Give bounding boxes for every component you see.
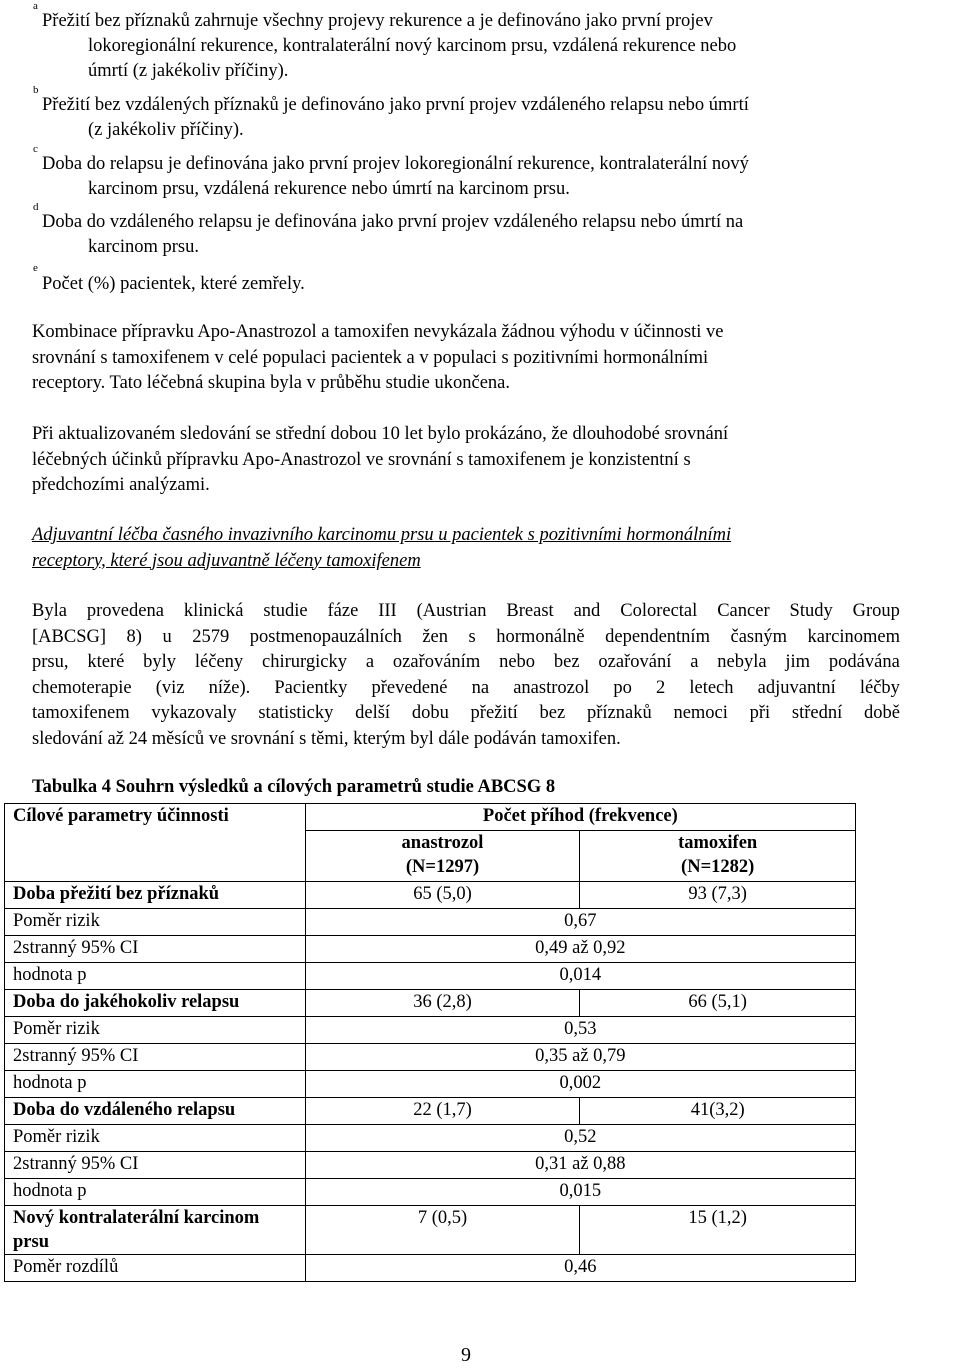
table-row [5,1152,856,1179]
row-label: hodnota p [5,1071,306,1098]
table-row [5,1255,856,1282]
footnote-mark: d [33,201,39,213]
table-row [5,909,856,936]
paragraph-line: srovnání s tamoxifenem v celé populaci pacientek a v populaci s pozitivními hormonálními [32,347,709,368]
paragraph-line: Byla provedena klinická studie fáze III (Austrian Breast and Colorectal Cancer Study Group [32,601,900,621]
paragraph-line: předchozími analýzami. [32,475,210,495]
footnote-line: lokoregionální rekurence, kontralaterální nový karcinom prsu, vzdálená rekurence nebo [88,36,737,56]
table-row [5,1179,856,1206]
merged-value-cell: 0,014 [305,963,855,990]
tamoxifen-value-cell: 66 (5,1) [580,990,856,1017]
footnote-mark: a [33,0,38,12]
results-table [4,803,856,1282]
row-label: Doba do jakéhokoliv relapsu [5,990,306,1017]
footnote-mark: b [33,84,39,96]
table-row [5,1017,856,1044]
table-row [5,1071,856,1098]
arm-n: (N=1297) [405,857,480,877]
heading-line: Adjuvantní léčba časného invazivního karcinomu prsu u pacientek s pozitivními hormonálními [32,525,732,545]
merged-value-cell: 0,002 [305,1071,855,1098]
row-label: 2stranný 95% CI [5,936,306,963]
paragraph-line-last: sledování až 24 měsíců ve srovnání s těmi, kterým byl dále podáván tamoxifen. [32,728,621,749]
footnote-line: úmrtí (z jakékoliv příčiny). [88,61,289,81]
merged-value-cell: 0,46 [305,1255,855,1282]
table-row [5,936,856,963]
footnote-line: (z jakékoliv příčiny). [88,120,244,140]
tamoxifen-value-cell: 93 (7,3) [580,882,856,909]
tamoxifen-value-cell: 15 (1,2) [580,1206,856,1255]
column-header-tamoxifen [580,831,856,882]
row-label: 2stranný 95% CI [5,1152,306,1179]
heading-line: receptory, které jsou adjuvantně léčeny tamoxifenem [32,550,421,571]
footnote-mark: e [33,262,38,274]
table-header-row [5,804,856,831]
table-row [5,1044,856,1071]
footnote-line: Přežití bez příznaků zahrnuje všechny projevy rekurence a je definováno jako první projev [42,11,713,31]
paragraph-line: [ABCSG] 8) u 2579 postmenopauzálních žen s hormonálně dependentním časným karcinomem [32,626,900,647]
table-row [5,882,856,909]
row-label: 2stranný 95% CI [5,1044,306,1071]
paragraph-line: Kombinace přípravku Apo-Anastrozol a tamoxifen nevykázala žádnou výhodu v účinnosti ve [32,322,724,342]
column-header-events: Počet příhod (frekvence) [305,804,855,831]
row-label: Poměr rizik [5,1125,306,1152]
paragraph-line: chemoterapie (viz níže). Pacientky převedené na anastrozol po 2 letech adjuvantní léčby [32,677,900,698]
arm-name: tamoxifen [678,833,758,853]
footnote-mark: c [33,143,38,155]
tamoxifen-value-cell: 41(3,2) [580,1098,856,1125]
page-number: 9 [461,1344,471,1366]
column-header-endpoints: Cílové parametry účinnosti [5,804,306,882]
footnote-line: Doba do relapsu je definována jako první projev lokoregionální rekurence, kontralaterální nový [42,154,749,174]
merged-value-cell: 0,015 [305,1179,855,1206]
arm-name: anastrozol [401,833,484,853]
section-heading [32,523,872,574]
table-row [5,990,856,1017]
paragraph-line: tamoxifenem vykazovaly statisticky delší dobu přežití bez příznaků nemoci při střední době [32,703,900,723]
merged-value-cell: 0,53 [305,1017,855,1044]
anastrozol-value-cell: 65 (5,0) [305,882,580,909]
table-row [5,963,856,990]
row-label: Poměr rizik [5,1017,306,1044]
merged-value-cell: 0,31 až 0,88 [305,1152,855,1179]
footnote-line: Počet (%) pacientek, které zemřely. [42,274,305,294]
paragraph-follow-up [32,422,872,499]
paragraph-line: léčebných účinků přípravku Apo-Anastrozol ve srovnání s tamoxifenem je konzistentní s [32,449,691,470]
paragraph-line: receptory. Tato léčebná skupina byla v průběhu studie ukončena. [32,373,511,393]
footnote-line: Doba do vzdáleného relapsu je definována jako první projev vzdáleného relapsu nebo úmrtí na [42,212,744,232]
merged-value-cell: 0,35 až 0,79 [305,1044,855,1071]
row-label: hodnota p [5,963,306,990]
row-label: Doba do vzdáleného relapsu [5,1098,306,1125]
anastrozol-value-cell: 22 (1,7) [305,1098,580,1125]
row-label: Nový kontralaterální karcinom prsu [5,1206,306,1255]
anastrozol-value-cell: 7 (0,5) [305,1206,580,1255]
table-row [5,1125,856,1152]
footnote-line: karcinom prsu. [88,237,199,257]
row-label: Poměr rozdílů [5,1255,306,1282]
paragraph-line: Při aktualizovaném sledování se střední dobou 10 let bylo prokázáno, že dlouhodobé srovnání [32,424,729,444]
row-label: Poměr rizik [5,909,306,936]
paragraph-line: prsu, které byly léčeny chirurgicky a ozařováním nebo bez ozařování a nebyla jim podávána [32,652,900,672]
table-caption: Tabulka 4 Souhrn výsledků a cílových parametrů studie ABCSG 8 [32,777,556,797]
anastrozol-value-cell: 36 (2,8) [305,990,580,1017]
column-header-anastrozol [305,831,580,882]
paragraph-abcsg-study [32,599,900,752]
arm-n: (N=1282) [681,857,755,877]
merged-value-cell: 0,67 [305,909,855,936]
footnote-line: karcinom prsu, vzdálená rekurence nebo úmrtí na karcinom prsu. [88,179,570,199]
row-label: Doba přežití bez příznaků [5,882,306,909]
row-label: hodnota p [5,1179,306,1206]
table-row [5,1206,856,1255]
merged-value-cell: 0,49 až 0,92 [305,936,855,963]
footnote-line: Přežití bez vzdálených příznaků je definováno jako první projev vzdáleného relapsu nebo úmrtí [42,95,749,115]
table-row [5,1098,856,1125]
merged-value-cell: 0,52 [305,1125,855,1152]
paragraph-apo-anastrozol-combination [32,320,872,397]
